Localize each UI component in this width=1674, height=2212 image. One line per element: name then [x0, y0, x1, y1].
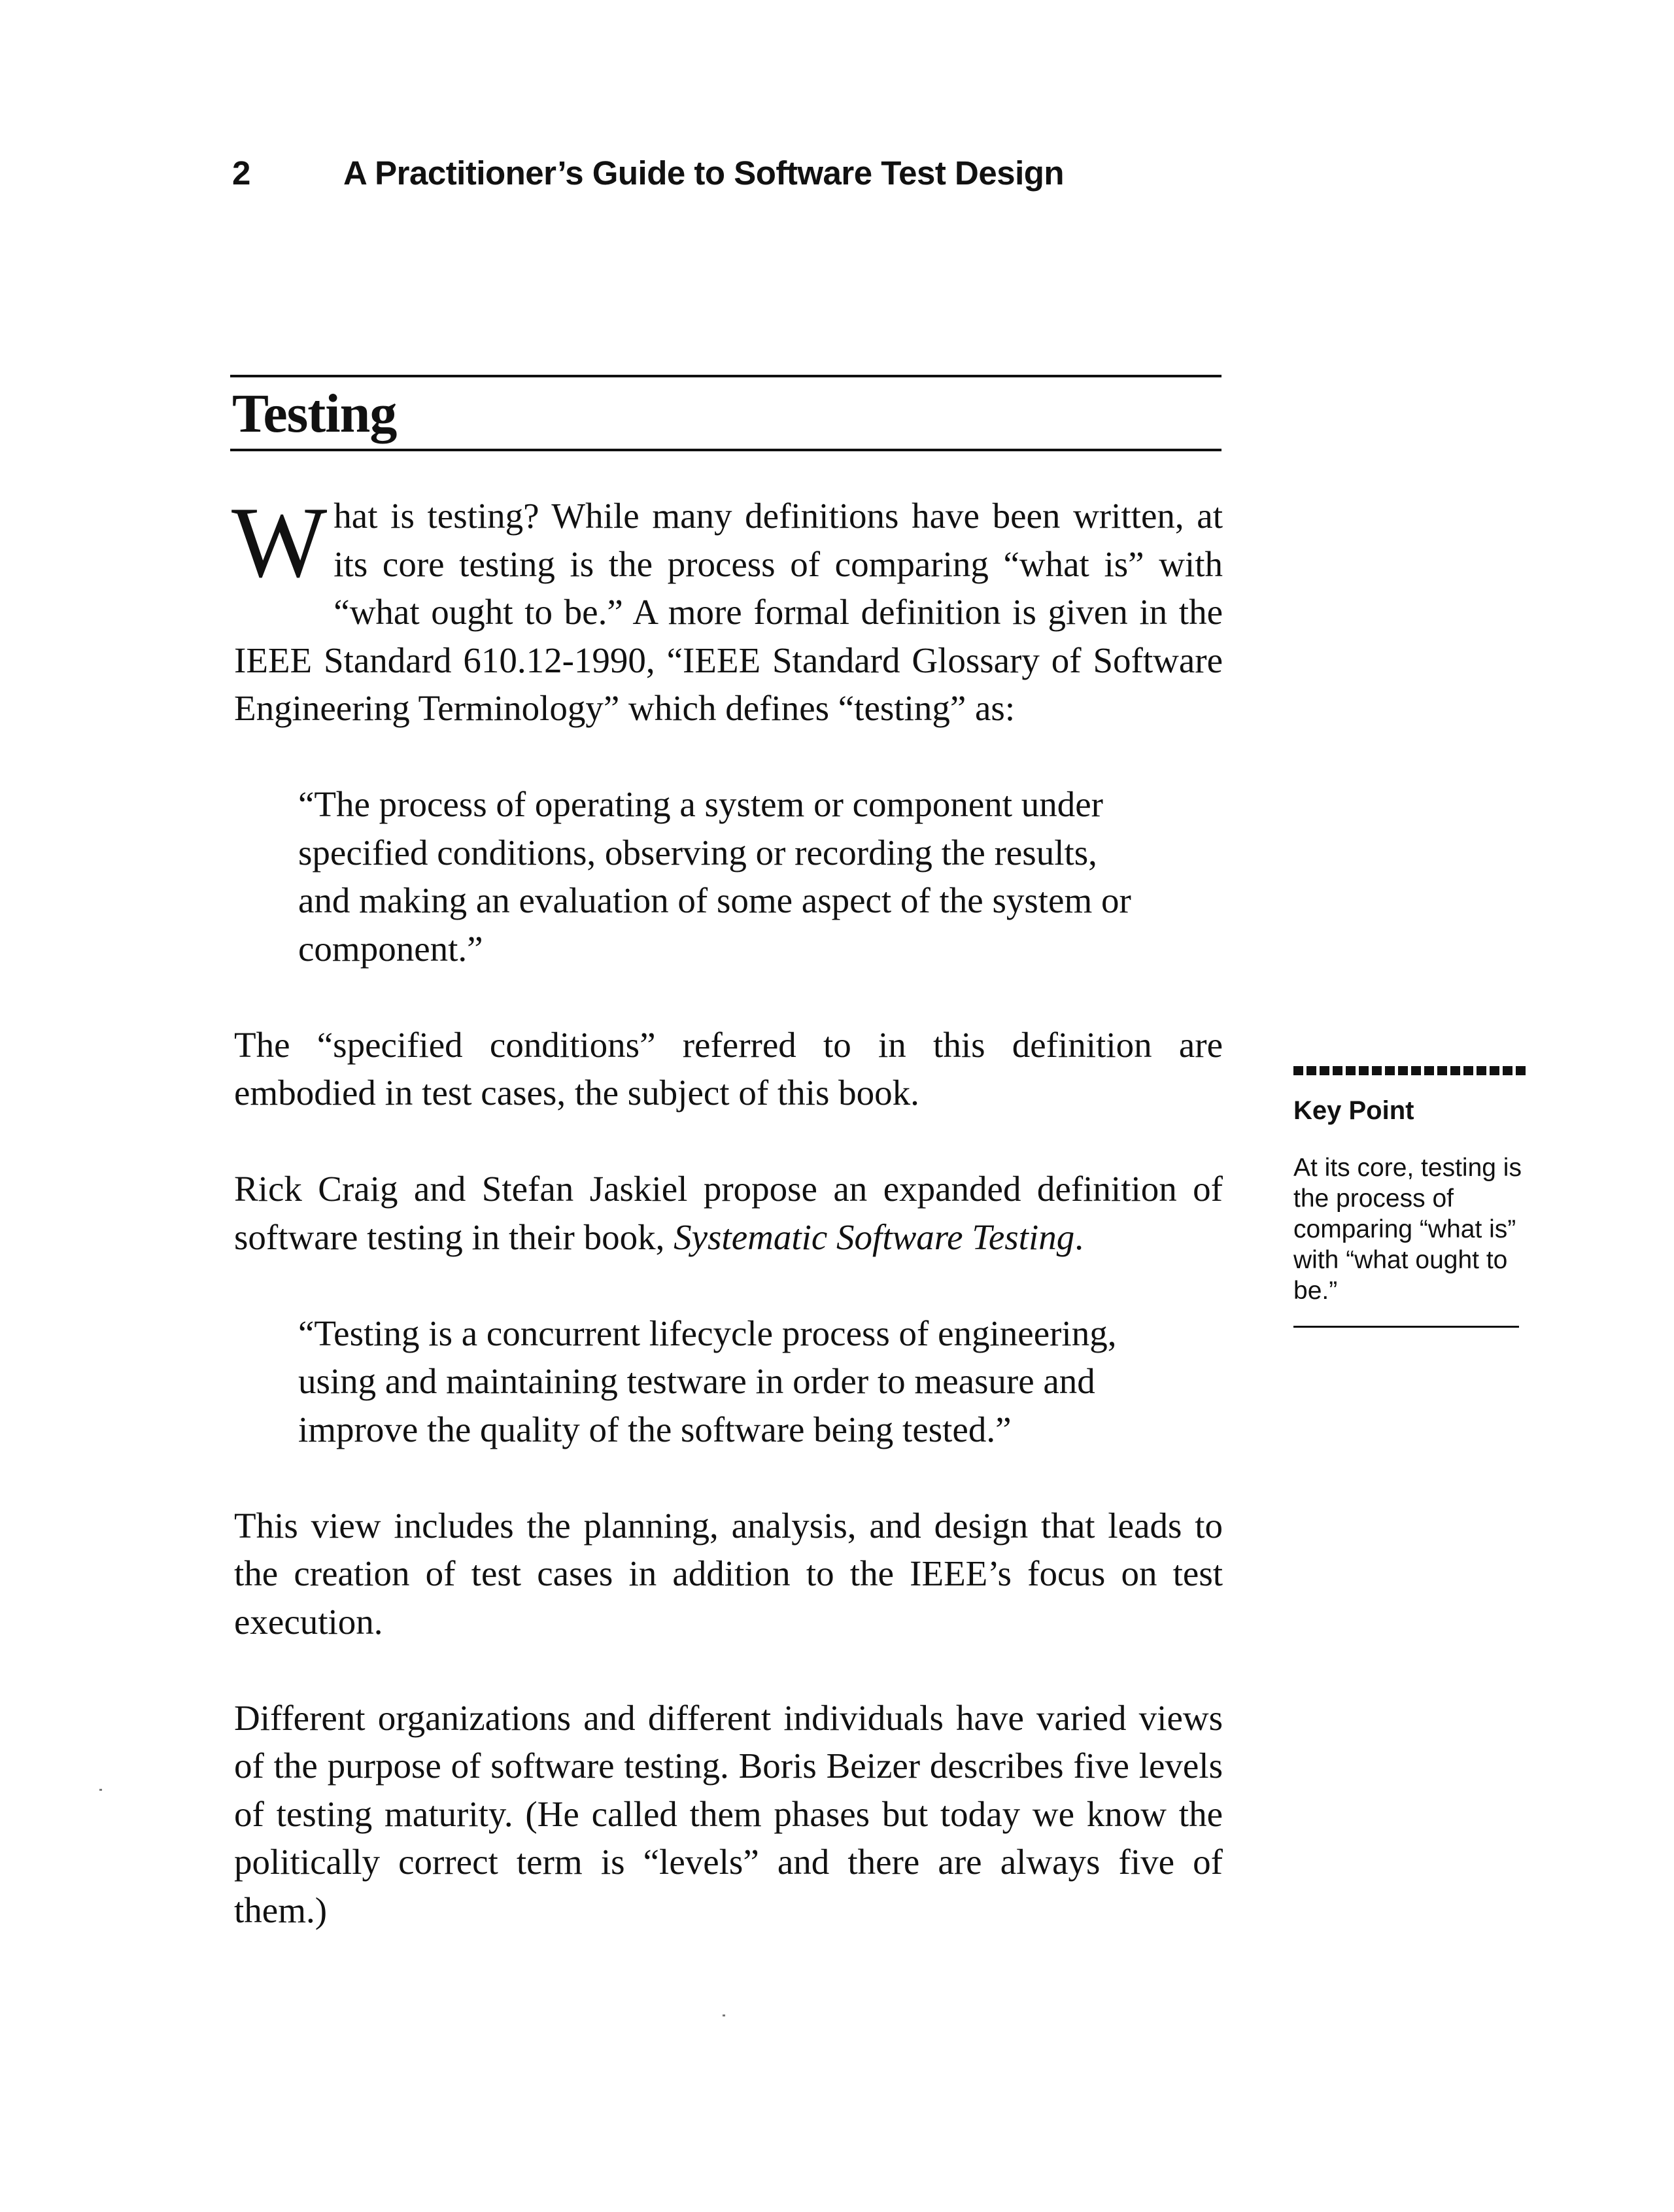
section-rule-top	[230, 375, 1221, 377]
page-number: 2	[232, 154, 250, 192]
scan-speck	[723, 2014, 725, 2016]
main-text-column	[231, 486, 1223, 1934]
scan-speck	[99, 1789, 102, 1791]
paragraph-craig-jaskiel-text: Rick Craig and Stefan Jaskiel propose an expanded definition of software testing in their book,	[234, 1169, 1223, 1257]
craig-definition-quote: “Testing is a concurrent lifecycle process of engineering, using and maintaining testware in order to measure and improve the quality of the software being tested.”	[298, 1313, 1117, 1449]
key-point-label: Key Point	[1293, 1096, 1414, 1125]
paragraph-specified-conditions: The “specified conditions” referred to in this definition are embodied in test cases, the subject of this book.	[234, 1024, 1223, 1113]
key-point-text: At its core, testing is the process of comparing “what is” with “what ought to be.”	[1293, 1154, 1522, 1305]
paragraph-intro	[231, 486, 1223, 733]
ieee-definition-quote: “The process of operating a system or component under specified conditions, observing or recording the results, and making an evaluation of some aspect of the system or component.”	[298, 784, 1131, 969]
sidebar-bottom-rule	[1293, 1326, 1519, 1328]
section-title: Testing	[232, 383, 397, 444]
sidebar-dotted-rule	[1293, 1066, 1529, 1075]
paragraph-craig-jaskiel	[234, 1165, 1223, 1261]
paragraph-intro-text: hat is testing? While many definitions have been written, at its core testing is the process of comparing “what is” with “what ought to be.” A more formal definition is given in the IEEE Standard 610.12-1990, “IEEE Standard Glossary of Software Engineering Terminology” which defines “testing” as:	[234, 496, 1223, 728]
book-title: A Practitioner’s Guide to Software Test Design	[343, 154, 1065, 192]
section-rule-bottom	[230, 449, 1221, 451]
drop-cap: W	[231, 486, 328, 598]
book-reference: Systematic Software Testing	[674, 1217, 1075, 1257]
key-point-sidebar	[1293, 1066, 1529, 1328]
running-head	[232, 154, 1064, 192]
paragraph-beizer-levels: Different organizations and different individuals have varied views of the purpose of software testing. Boris Beizer describes five levels of testing maturity. (He called them phases but today we know the politically correct term is “levels” and there are always five of them.)	[234, 1697, 1223, 1930]
paragraph-craig-jaskiel-end: .	[1074, 1217, 1084, 1257]
paragraph-planning-analysis: This view includes the planning, analysis, and design that leads to the creation of test cases in addition to the IEEE’s focus on test execution.	[234, 1505, 1223, 1642]
